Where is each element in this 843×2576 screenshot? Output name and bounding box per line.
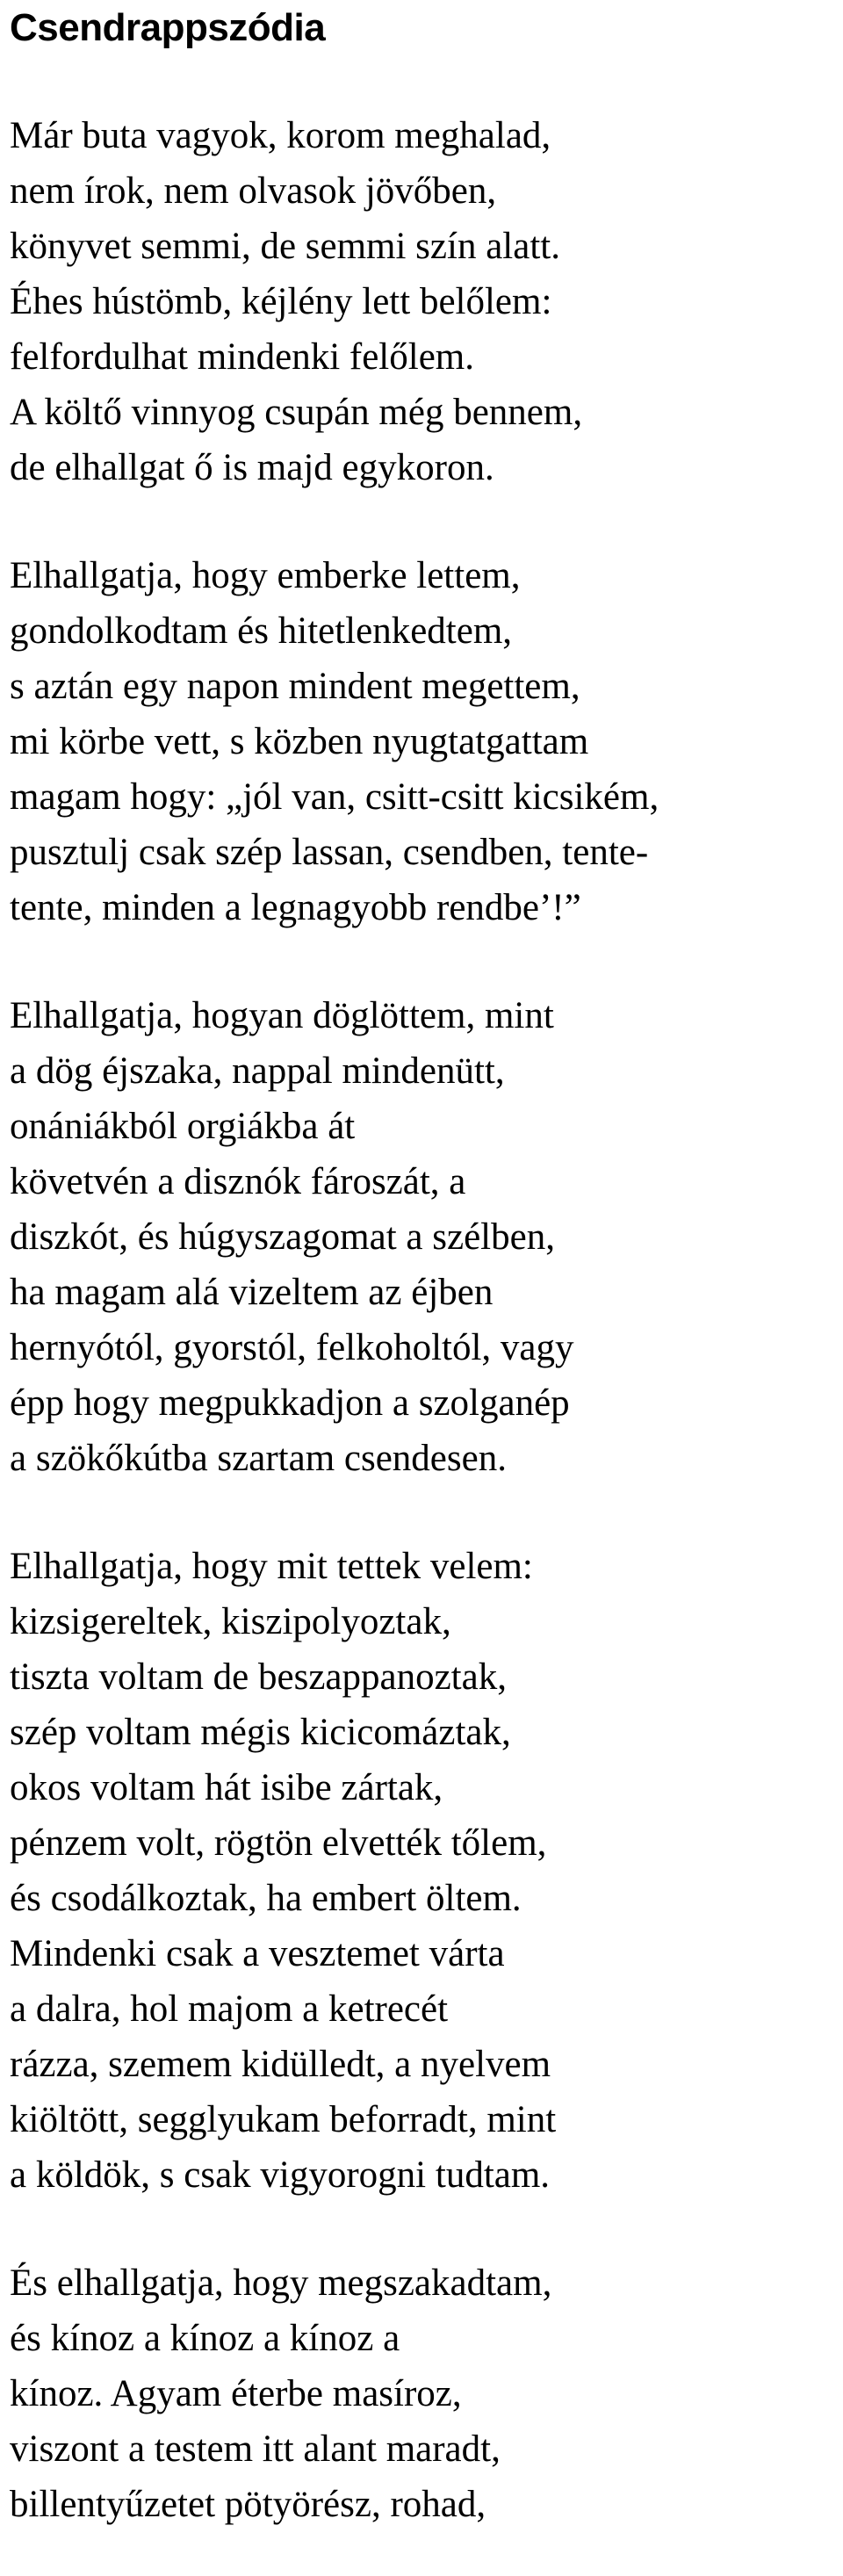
poem-line: kínoz. Agyam éterbe masíroz,: [10, 2373, 462, 2414]
poem-line: a dög éjszaka, nappal mindenütt,: [10, 1050, 505, 1092]
poem-stanza-2: [10, 548, 843, 935]
poem-line: tente, minden a legnagyobb rendbe’!”: [10, 887, 581, 928]
poem-line: gondolkodtam és hitetlenkedtem,: [10, 610, 513, 652]
poem-line: nem írok, nem olvasok jövőben,: [10, 170, 497, 212]
poem-line: könyvet semmi, de semmi szín alatt.: [10, 226, 560, 267]
poem-line: billentyűzetet pötyörész, rohad,: [10, 2484, 486, 2525]
poem-line: Mindenki csak a vesztemet várta: [10, 1933, 505, 1974]
poem-line: okos voltam hát isibe zártak,: [10, 1767, 443, 1808]
poem-line: kiöltött, segglyukam beforradt, mint: [10, 2099, 557, 2140]
poem-stanza-5: [10, 2255, 843, 2532]
poem-stanza-1: [10, 108, 843, 495]
poem-line: Elhallgatja, hogy mit tettek velem:: [10, 1546, 533, 1587]
poem-line: szép voltam mégis kicicomáztak,: [10, 1712, 511, 1753]
poem-line: tiszta voltam de beszappanoztak,: [10, 1656, 507, 1698]
poem-line: és kínoz a kínoz a kínoz a: [10, 2318, 400, 2359]
poem-line: de elhallgat ő is majd egykoron.: [10, 447, 494, 488]
poem-stanza-4: [10, 1539, 843, 2203]
poem-line: rázza, szemem kidülledt, a nyelvem: [10, 2044, 551, 2085]
poem-line: a köldök, s csak vigyorogni tudtam.: [10, 2154, 551, 2196]
poem-line: követvén a disznók fároszát, a: [10, 1161, 466, 1202]
poem-line: És elhallgatja, hogy megszakadtam,: [10, 2262, 552, 2304]
poem-line: hernyótól, gyorstól, felkoholtól, vagy: [10, 1327, 574, 1368]
poem-line: ha magam alá vizeltem az éjben: [10, 1272, 494, 1313]
poem-line: Éhes hústömb, kéjlény lett belőlem:: [10, 281, 552, 322]
poem-line: diszkót, és húgyszagomat a szélben,: [10, 1216, 555, 1258]
poem-line: a dalra, hol majom a ketrecét: [10, 1988, 449, 2030]
poem-line: mi körbe vett, s közben nyugtatgattam: [10, 721, 589, 762]
poem-line: és csodálkoztak, ha embert öltem.: [10, 1878, 522, 1919]
poem-title: Csendrappszódia: [10, 6, 326, 49]
poem-line: s aztán egy napon mindent megettem,: [10, 666, 580, 707]
poem-line: kizsigereltek, kiszipolyoztak,: [10, 1601, 451, 1642]
poem-line: A költő vinnyog csupán még bennem,: [10, 392, 583, 433]
poem-line: pénzem volt, rögtön elvették tőlem,: [10, 1822, 547, 1864]
poem-line: Már buta vagyok, korom meghalad,: [10, 115, 551, 156]
poem-line: a szökőkútba szartam csendesen.: [10, 1438, 507, 1479]
poem-line: pusztulj csak szép lassan, csendben, tente-: [10, 832, 649, 873]
poem-body: [10, 108, 843, 2532]
poem-line: magam hogy: „jól van, csitt-csitt kicsikém,: [10, 776, 659, 818]
poem-stanza-3: [10, 988, 843, 1486]
poem-line: onániákból orgiákba át: [10, 1106, 356, 1147]
poem-line: felfordulhat mindenki felőlem.: [10, 336, 474, 378]
poem-line: épp hogy megpukkadjon a szolganép: [10, 1382, 570, 1424]
poem-line: Elhallgatja, hogyan döglöttem, mint: [10, 995, 554, 1036]
poem-line: Elhallgatja, hogy emberke lettem,: [10, 555, 521, 596]
poem-line: viszont a testem itt alant maradt,: [10, 2428, 501, 2470]
